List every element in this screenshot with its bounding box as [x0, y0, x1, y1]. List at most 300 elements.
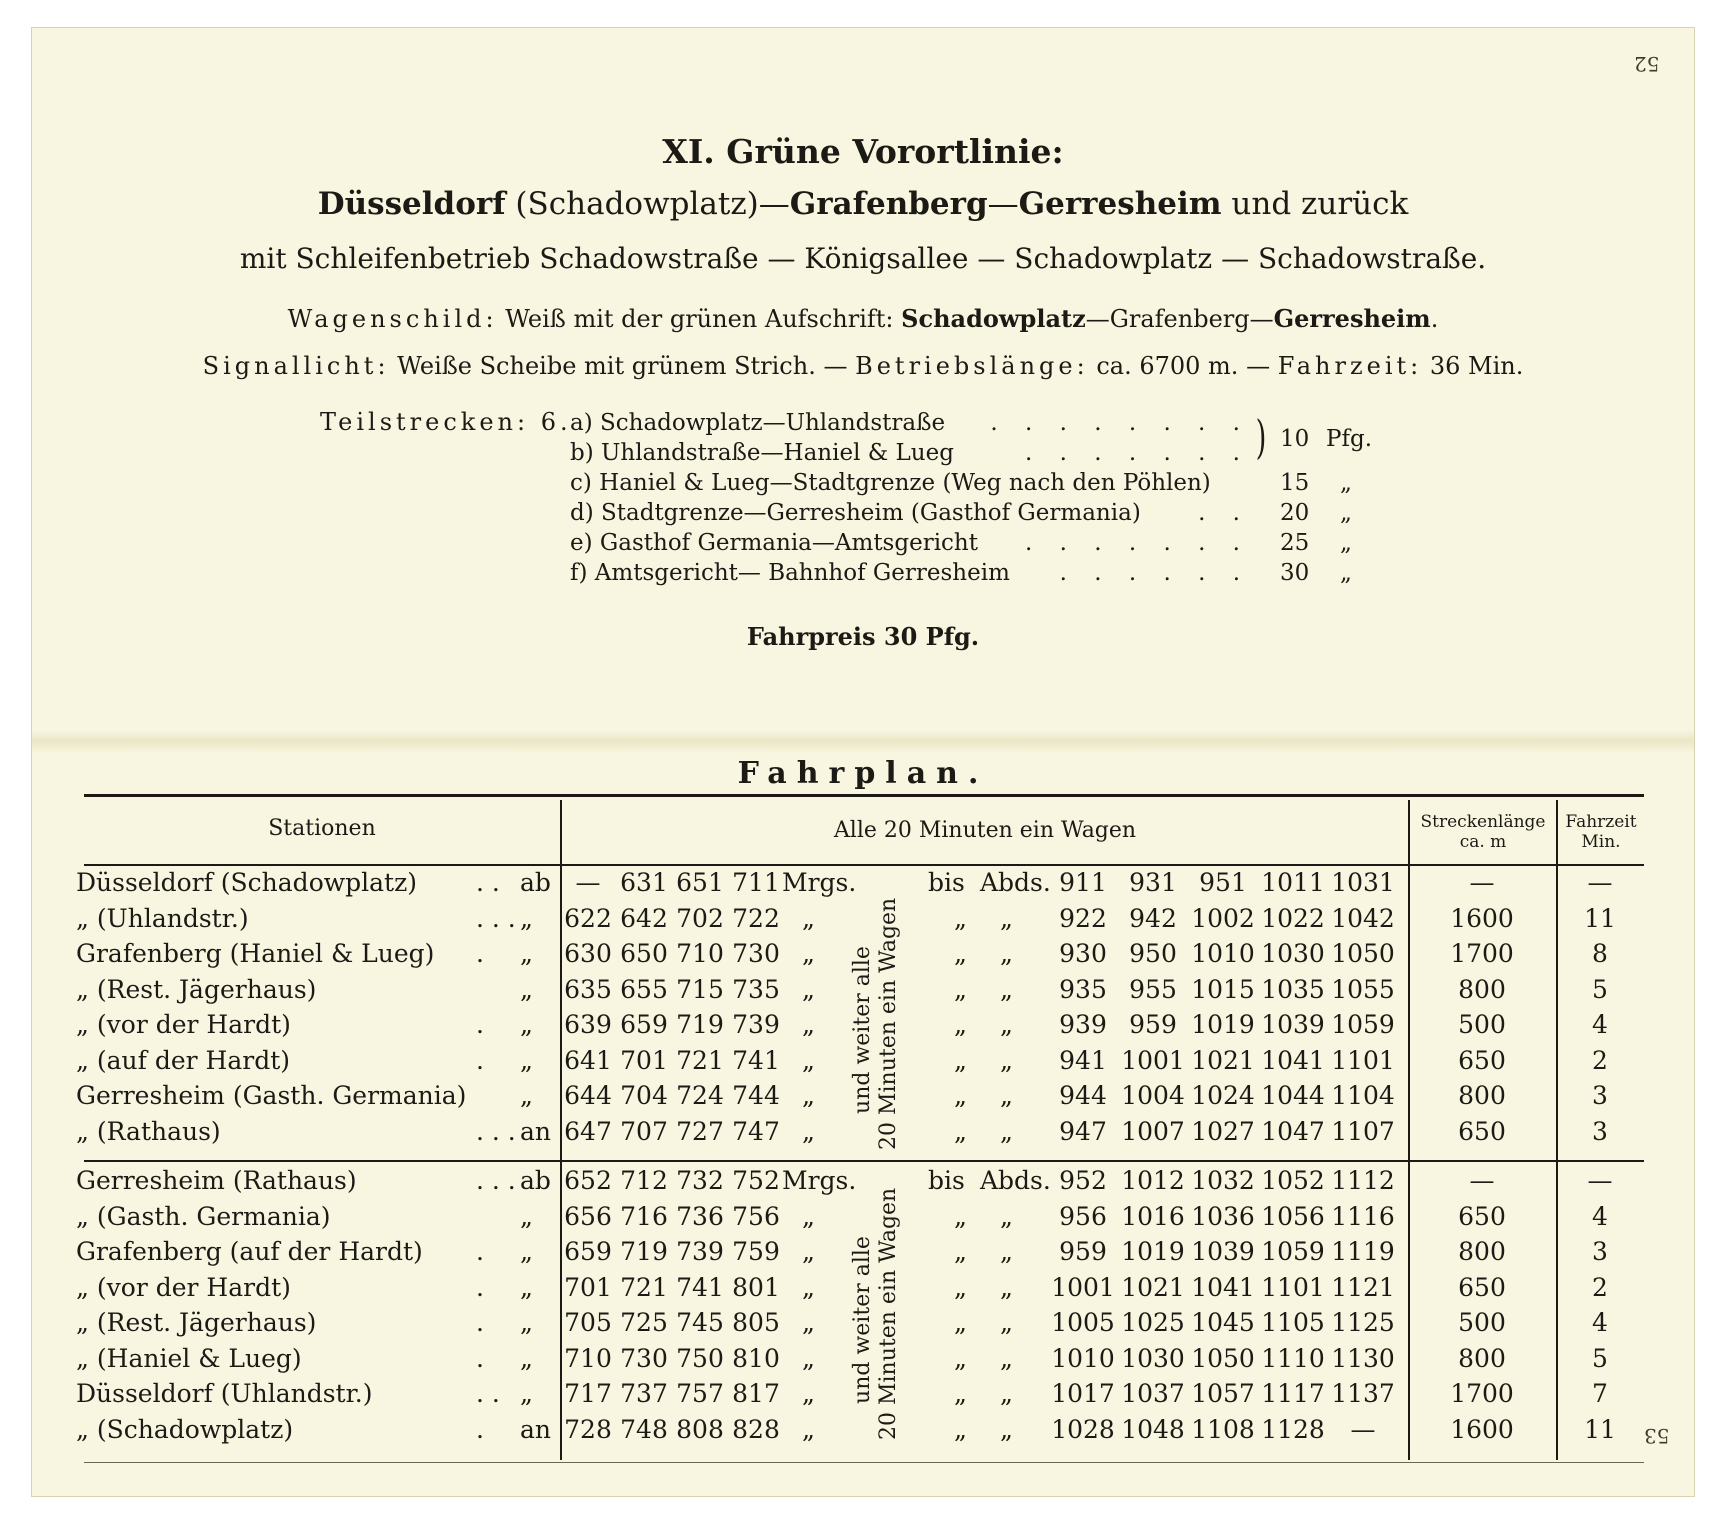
- ditto-mark: „: [1000, 1081, 1013, 1110]
- interval-note-out: [850, 897, 910, 1150]
- evening-time: 1047: [1261, 1116, 1325, 1146]
- station-dots: . . .: [476, 1116, 516, 1146]
- departure-time: 739: [676, 1237, 724, 1266]
- station-name: Düsseldorf (Uhlandstr.): [76, 1379, 373, 1408]
- teilstrecke-ditto: „: [1340, 560, 1352, 586]
- fahrzeit-text: 36 Min.: [1422, 352, 1524, 380]
- table-row: [76, 1166, 1646, 1201]
- station-name: Gerresheim (Rathaus): [76, 1166, 357, 1195]
- ditto-mark: „: [1000, 1414, 1013, 1444]
- ditto-mark: „: [802, 1010, 815, 1039]
- betriebslaenge-text: ca. 6700 m. —: [1088, 352, 1278, 380]
- departure-time: 701: [620, 1045, 668, 1075]
- station-dots: .: [476, 1414, 484, 1444]
- header-length-2: ca. m: [1459, 832, 1507, 852]
- ditto-mark: „: [1000, 939, 1013, 968]
- fahrpreis: Fahrpreis 30 Pfg.: [746, 622, 980, 651]
- station-name: „ (Uhlandstr.): [76, 903, 249, 933]
- evening-time: 1031: [1331, 868, 1395, 897]
- ditto-mark: „: [802, 1343, 815, 1373]
- station-mark: an: [520, 1116, 552, 1146]
- table-section-rule: [84, 1160, 1644, 1162]
- departure-time: 719: [620, 1237, 668, 1266]
- station-dots: .: [476, 1308, 484, 1337]
- evening-time: 1012: [1121, 1166, 1185, 1195]
- departure-time: 644: [564, 1081, 612, 1110]
- station-mark: „: [520, 1201, 533, 1231]
- header-fahrzeit-2: Min.: [1581, 832, 1621, 852]
- evening-time: 956: [1059, 1201, 1107, 1231]
- fahrzeit-min: 3: [1592, 1116, 1608, 1146]
- departure-time: 727: [676, 1116, 724, 1146]
- evening-time: 1010: [1051, 1343, 1115, 1373]
- departure-time: 756: [732, 1201, 780, 1231]
- teilstrecke-desc: d) Stadtgrenze—Gerresheim (Gasthof Germania): [570, 500, 1141, 526]
- route-mid: Grafenberg: [789, 186, 988, 222]
- ditto-mark: „: [954, 1081, 967, 1110]
- interval-note-out-2: 20 Minuten ein Wagen: [876, 897, 901, 1150]
- bis-label: bis: [928, 868, 965, 897]
- departure-time: 707: [620, 1116, 668, 1146]
- evening-time: 1045: [1191, 1308, 1255, 1337]
- ditto-mark: „: [1000, 903, 1013, 933]
- departure-time: 805: [732, 1308, 780, 1337]
- evening-time: 1007: [1121, 1116, 1185, 1146]
- evening-time: 1042: [1331, 903, 1395, 933]
- table-top-rule: [84, 794, 1644, 797]
- teilstrecke-desc: e) Gasthof Germania—Amtsgericht: [570, 530, 978, 556]
- station-name: „ (Schadowplatz): [76, 1414, 294, 1444]
- evening-time: 951: [1199, 868, 1247, 897]
- departure-time: 710: [676, 939, 724, 968]
- teilstrecke-desc: a) Schadowplatz—Uhlandstraße: [570, 410, 946, 436]
- ditto-mark: „: [802, 1081, 815, 1110]
- departure-time: 736: [676, 1201, 724, 1231]
- ditto-mark: „: [802, 1045, 815, 1075]
- ditto-mark: „: [802, 1272, 815, 1302]
- departure-time: 656: [564, 1201, 612, 1231]
- evening-time: 930: [1059, 939, 1107, 968]
- departure-time: 810: [732, 1343, 780, 1373]
- station-mark: ab: [520, 868, 551, 897]
- departure-time: 721: [620, 1272, 668, 1302]
- strecken-length: —: [1469, 868, 1495, 897]
- departure-time: 748: [620, 1414, 668, 1444]
- evening-time: 1119: [1331, 1237, 1395, 1266]
- fahrplan-title: Fahrplan.: [737, 756, 989, 791]
- table-header-rule: [84, 864, 1644, 866]
- evening-time: 935: [1059, 974, 1107, 1004]
- fahrzeit-min: 4: [1592, 1308, 1608, 1337]
- evening-time: 1024: [1191, 1081, 1255, 1110]
- departure-time: 642: [620, 903, 668, 933]
- ditto-mark: „: [954, 1116, 967, 1146]
- departure-time: 702: [676, 903, 724, 933]
- ditto-mark: „: [954, 1201, 967, 1231]
- wagenschild-end: .: [1430, 305, 1439, 333]
- line-loop: mit Schleifenbetrieb Schadowstraße — Königsallee — Schadowplatz — Schadowstraße.: [239, 242, 1487, 275]
- station-name: „ (vor der Hardt): [76, 1010, 291, 1039]
- departure-time: 659: [620, 1010, 668, 1039]
- strecken-length: 650: [1458, 1116, 1506, 1146]
- teilstrecke-row: [570, 560, 1352, 590]
- evening-time: 1110: [1261, 1343, 1325, 1373]
- departure-time: 735: [732, 974, 780, 1004]
- ditto-mark: „: [1000, 1308, 1013, 1337]
- teilstrecke-row: [570, 500, 1352, 530]
- station-mark: „: [520, 1343, 533, 1373]
- evening-time: 1055: [1331, 974, 1395, 1004]
- teilstrecke-row: [570, 410, 1330, 440]
- joint-price: 10: [1280, 426, 1310, 452]
- wagenschild-bold-2: Gerresheim: [1273, 304, 1431, 333]
- evening-time: 959: [1059, 1237, 1107, 1266]
- departure-time: 630: [564, 939, 612, 968]
- ditto-mark: „: [1000, 1045, 1013, 1075]
- evening-time: 1130: [1331, 1343, 1395, 1373]
- header-length-1: Streckenlänge: [1420, 812, 1546, 832]
- evening-time: 1021: [1121, 1272, 1185, 1302]
- evening-time: 1036: [1191, 1201, 1255, 1231]
- evening-time: 1059: [1331, 1010, 1395, 1039]
- evening-time: 1050: [1331, 939, 1395, 968]
- departure-time: 757: [676, 1379, 724, 1408]
- station-dots: .: [476, 939, 484, 968]
- evening-time: 1021: [1191, 1045, 1255, 1075]
- ditto-mark: „: [1000, 1116, 1013, 1146]
- departure-time: 741: [732, 1045, 780, 1075]
- station-mark: „: [520, 903, 533, 933]
- departure-time: 652: [564, 1166, 612, 1195]
- fahrzeit-min: 11: [1584, 903, 1616, 933]
- fahrzeit-label: Fahrzeit:: [1277, 352, 1423, 380]
- evening-time: 1125: [1331, 1308, 1395, 1337]
- evening-time: 1108: [1191, 1414, 1255, 1444]
- station-mark: „: [520, 1010, 533, 1039]
- strecken-length: 500: [1458, 1308, 1506, 1337]
- teilstrecke-dots: . . . . . . .: [1024, 440, 1250, 466]
- evening-time: 1050: [1191, 1343, 1255, 1373]
- mrgs-label: Mrgs.: [782, 1166, 857, 1195]
- ditto-mark: „: [1000, 1201, 1013, 1231]
- evening-time: 1011: [1261, 868, 1325, 897]
- route-end: Gerresheim: [1018, 186, 1222, 222]
- departure-time: 721: [676, 1045, 724, 1075]
- signallicht-text: Weiße Scheibe mit grünem Strich. —: [389, 352, 856, 380]
- evening-time: 950: [1129, 939, 1177, 968]
- fahrzeit-min: 5: [1592, 1343, 1608, 1373]
- teilstrecke-price: 15: [1280, 470, 1310, 496]
- ditto-mark: „: [1000, 1272, 1013, 1302]
- departure-time: 752: [732, 1166, 780, 1195]
- evening-time: 1044: [1261, 1081, 1325, 1110]
- route-start: Düsseldorf: [317, 186, 506, 222]
- ditto-mark: „: [1000, 1343, 1013, 1373]
- evening-time: 1101: [1261, 1272, 1325, 1302]
- departure-time: 655: [620, 974, 668, 1004]
- ditto-mark: „: [954, 1414, 967, 1444]
- departure-time: 759: [732, 1237, 780, 1266]
- evening-time: 1027: [1191, 1116, 1255, 1146]
- station-mark: ab: [520, 1166, 551, 1195]
- evening-time: 1010: [1191, 939, 1255, 968]
- departure-time: 651: [676, 868, 724, 897]
- ditto-mark: „: [1000, 1010, 1013, 1039]
- header-stations: Stationen: [268, 816, 376, 841]
- evening-time: 1005: [1051, 1308, 1115, 1337]
- strecken-length: 1700: [1450, 1379, 1514, 1408]
- fahrzeit-min: 2: [1592, 1272, 1608, 1302]
- departure-time: —: [575, 868, 601, 897]
- evening-time: 1041: [1191, 1272, 1255, 1302]
- departure-time: 741: [676, 1272, 724, 1302]
- teilstrecke-desc: c) Haniel & Lueg—Stadtgrenze (Weg nach den Pöhlen): [570, 470, 1211, 496]
- fahrzeit-min: —: [1587, 868, 1613, 897]
- departure-time: 711: [732, 868, 780, 897]
- header-length: [1410, 812, 1556, 852]
- station-mark: „: [520, 1045, 533, 1075]
- line-route: [32, 186, 1694, 222]
- departure-time: 745: [676, 1308, 724, 1337]
- ditto-mark: „: [954, 1308, 967, 1337]
- fahrzeit-min: 2: [1592, 1045, 1608, 1075]
- departure-time: 725: [620, 1308, 668, 1337]
- departure-time: 647: [564, 1116, 612, 1146]
- ditto-mark: „: [802, 1414, 815, 1444]
- teilstrecke-price: 25: [1280, 530, 1310, 556]
- interval-note-out-1: und weiter alle: [850, 946, 875, 1114]
- evening-time: 1015: [1191, 974, 1255, 1004]
- station-dots: . . .: [476, 903, 516, 933]
- evening-time: 1117: [1261, 1379, 1325, 1408]
- station-name: „ (auf der Hardt): [76, 1045, 291, 1075]
- teilstrecke-dots: . . . . . .: [1059, 560, 1250, 586]
- evening-time: 1101: [1331, 1045, 1395, 1075]
- header-fahrzeit-1: Fahrzeit: [1565, 812, 1637, 832]
- evening-time: 1112: [1331, 1166, 1395, 1195]
- station-name: „ (Haniel & Lueg): [76, 1343, 302, 1373]
- teilstrecke-dots: . . . . . . . .: [990, 410, 1250, 436]
- departure-time: 705: [564, 1308, 612, 1337]
- ditto-mark: „: [954, 1379, 967, 1408]
- teilstrecke-row: [570, 440, 1330, 470]
- strecken-length: 800: [1458, 974, 1506, 1004]
- station-dots: .: [476, 1045, 484, 1075]
- departure-time: 659: [564, 1237, 612, 1266]
- header-times: Alle 20 Minuten ein Wagen: [833, 818, 1137, 843]
- station-dots: .: [476, 1272, 484, 1302]
- departure-time: 710: [564, 1343, 612, 1373]
- evening-time: 1030: [1261, 939, 1325, 968]
- teilstrecke-ditto: „: [1340, 470, 1352, 496]
- evening-time: 1056: [1261, 1201, 1325, 1231]
- wagenschild-text: Weiß mit der grünen Aufschrift:: [497, 305, 902, 333]
- teilstrecke-dots: . . . . . . .: [1024, 530, 1250, 556]
- evening-time: 1128: [1261, 1414, 1325, 1444]
- ditto-mark: „: [802, 1201, 815, 1231]
- evening-time: 1002: [1191, 903, 1255, 933]
- departure-time: 719: [676, 1010, 724, 1039]
- departure-time: 701: [564, 1272, 612, 1302]
- evening-time: 952: [1059, 1166, 1107, 1195]
- ditto-mark: „: [954, 1237, 967, 1266]
- evening-time: 931: [1129, 868, 1177, 897]
- station-mark: „: [520, 1237, 533, 1266]
- abds-label: Abds.: [980, 1166, 1051, 1195]
- line-wagenschild: [32, 304, 1694, 333]
- evening-time: 955: [1129, 974, 1177, 1004]
- station-name: „ (Rathaus): [76, 1116, 221, 1146]
- departure-time: 739: [732, 1010, 780, 1039]
- departure-time: 715: [676, 974, 724, 1004]
- header-fahrzeit: [1558, 812, 1644, 852]
- station-name: Gerresheim (Gasth. Germania): [76, 1081, 467, 1110]
- departure-time: 650: [620, 939, 668, 968]
- station-dots: .: [476, 1343, 484, 1373]
- page-number-bottom: 53: [1644, 1424, 1670, 1448]
- station-name: „ (Rest. Jägerhaus): [76, 1308, 317, 1337]
- evening-time: 1035: [1261, 974, 1325, 1004]
- interval-note-back: [850, 1187, 910, 1440]
- evening-time: 1025: [1121, 1308, 1185, 1337]
- teilstrecke-row: [570, 530, 1352, 560]
- wagenschild-mid: —Grafenberg—: [1085, 305, 1274, 333]
- evening-time: 941: [1059, 1045, 1107, 1075]
- evening-time: 959: [1129, 1010, 1177, 1039]
- strecken-length: 1700: [1450, 939, 1514, 968]
- fahrzeit-min: 4: [1592, 1201, 1608, 1231]
- strecken-length: 1600: [1450, 903, 1514, 933]
- fahrzeit-min: —: [1587, 1166, 1613, 1195]
- interval-note-back-2: 20 Minuten ein Wagen: [876, 1187, 901, 1440]
- signallicht-label: Signallicht:: [202, 352, 390, 380]
- evening-time: 1039: [1261, 1010, 1325, 1039]
- ditto-mark: „: [802, 1237, 815, 1266]
- evening-time: 1137: [1331, 1379, 1395, 1408]
- evening-time: 1001: [1121, 1045, 1185, 1075]
- evening-time: 947: [1059, 1116, 1107, 1146]
- title-text: XI. Grüne Vorortlinie:: [662, 132, 1064, 171]
- teilstrecke-ditto: „: [1340, 530, 1352, 556]
- evening-time: 1028: [1051, 1414, 1115, 1444]
- table-row: [76, 868, 1646, 903]
- evening-time: —: [1350, 1414, 1376, 1444]
- departure-time: 808: [676, 1414, 724, 1444]
- departure-time: 724: [676, 1081, 724, 1110]
- evening-time: 1032: [1191, 1166, 1255, 1195]
- evening-time: 1019: [1121, 1237, 1185, 1266]
- ditto-mark: „: [954, 939, 967, 968]
- departure-time: 828: [732, 1414, 780, 1444]
- fahrzeit-min: 5: [1592, 974, 1608, 1004]
- fahrzeit-min: 4: [1592, 1010, 1608, 1039]
- strecken-length: 800: [1458, 1343, 1506, 1373]
- fahrzeit-min: 8: [1592, 939, 1608, 968]
- departure-time: 717: [564, 1379, 612, 1408]
- station-dots: . .: [476, 1379, 500, 1408]
- departure-time: 635: [564, 974, 612, 1004]
- teilstrecke-desc: b) Uhlandstraße—Haniel & Lueg: [570, 440, 954, 466]
- station-mark: „: [520, 939, 533, 968]
- evening-time: 1001: [1051, 1272, 1115, 1302]
- ditto-mark: „: [954, 1343, 967, 1373]
- station-mark: an: [520, 1414, 552, 1444]
- station-name: „ (Gasth. Germania): [76, 1201, 331, 1231]
- route-return: und zurück: [1221, 186, 1409, 222]
- teilstrecke-dots: . .: [1198, 500, 1250, 526]
- teilstrecke-price: 20: [1280, 500, 1310, 526]
- evening-time: 1016: [1121, 1201, 1185, 1231]
- fahrzeit-min: 11: [1584, 1414, 1616, 1444]
- evening-time: 911: [1059, 868, 1107, 897]
- route-sep: —: [987, 186, 1019, 222]
- departure-time: 631: [620, 868, 668, 897]
- evening-time: 944: [1059, 1081, 1107, 1110]
- wagenschild-bold-1: Schadowplatz: [901, 304, 1086, 333]
- line-title: [32, 132, 1694, 171]
- station-mark: „: [520, 974, 533, 1004]
- fahrzeit-min: 3: [1592, 1081, 1608, 1110]
- departure-time: 737: [620, 1379, 668, 1408]
- fahrzeit-min: 3: [1592, 1237, 1608, 1266]
- strecken-length: 1600: [1450, 1414, 1514, 1444]
- departure-time: 728: [564, 1414, 612, 1444]
- ditto-mark: „: [954, 1272, 967, 1302]
- brace-symbol: ): [1255, 410, 1267, 464]
- ditto-mark: „: [802, 903, 815, 933]
- evening-time: 1107: [1331, 1116, 1395, 1146]
- station-mark: „: [520, 1379, 533, 1408]
- ditto-mark: „: [954, 974, 967, 1004]
- evening-time: 1057: [1191, 1379, 1255, 1408]
- station-name: „ (Rest. Jägerhaus): [76, 974, 317, 1004]
- ditto-mark: „: [1000, 1379, 1013, 1408]
- departure-time: 747: [732, 1116, 780, 1146]
- evening-time: 1019: [1191, 1010, 1255, 1039]
- station-mark: „: [520, 1272, 533, 1302]
- ditto-mark: „: [1000, 1237, 1013, 1266]
- wagenschild-label: Wagenschild:: [287, 305, 498, 333]
- evening-time: 1059: [1261, 1237, 1325, 1266]
- strecken-length: 650: [1458, 1045, 1506, 1075]
- evening-time: 939: [1059, 1010, 1107, 1039]
- ditto-mark: „: [1000, 974, 1013, 1004]
- departure-time: 730: [620, 1343, 668, 1373]
- station-name: „ (vor der Hardt): [76, 1272, 291, 1302]
- evening-time: 1041: [1261, 1045, 1325, 1075]
- teilstrecke-price: 30: [1280, 560, 1310, 586]
- departure-time: 750: [676, 1343, 724, 1373]
- line-signallicht: [32, 352, 1694, 380]
- teilstrecke-desc: f) Amtsgericht— Bahnhof Gerresheim: [570, 560, 1010, 586]
- mrgs-label: Mrgs.: [782, 868, 857, 897]
- ditto-mark: „: [802, 1116, 815, 1146]
- ditto-mark: „: [802, 939, 815, 968]
- interval-note-back-1: und weiter alle: [850, 1236, 875, 1404]
- evening-time: 1121: [1331, 1272, 1395, 1302]
- ditto-mark: „: [802, 1308, 815, 1337]
- ditto-mark: „: [954, 903, 967, 933]
- evening-time: 1037: [1121, 1379, 1185, 1408]
- station-dots: . . .: [476, 1166, 516, 1195]
- departure-time: 817: [732, 1379, 780, 1408]
- departure-time: 712: [620, 1166, 668, 1195]
- strecken-length: 800: [1458, 1237, 1506, 1266]
- page-fold: [32, 730, 1694, 754]
- table-bottom-rule: [84, 1462, 1644, 1463]
- strecken-length: 500: [1458, 1010, 1506, 1039]
- evening-time: 1004: [1121, 1081, 1185, 1110]
